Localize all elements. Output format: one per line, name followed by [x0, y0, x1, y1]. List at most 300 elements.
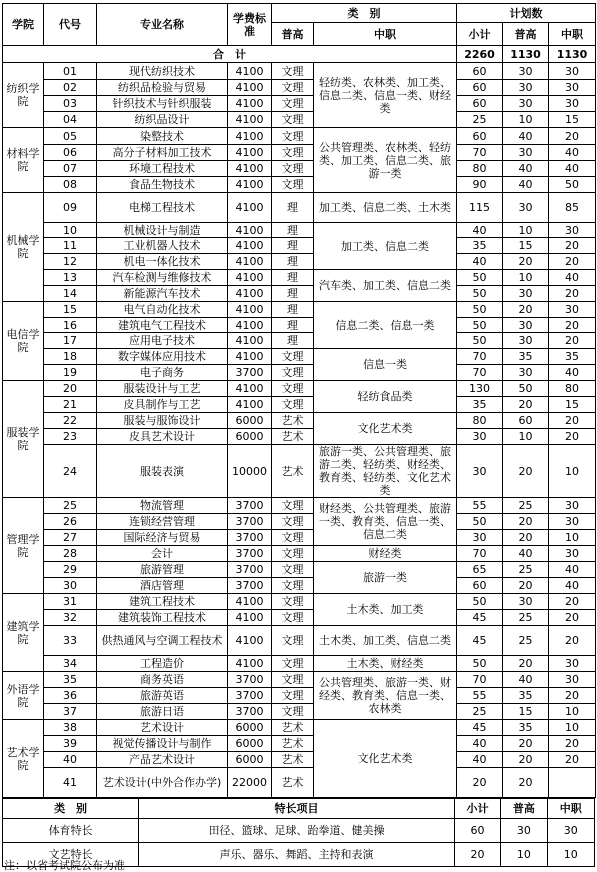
plan-subtotal: 70 — [457, 145, 503, 161]
major-name: 电气自动化技术 — [97, 302, 228, 318]
pugao-type: 文理 — [272, 704, 314, 720]
major-code: 24 — [44, 445, 97, 498]
tuition-fee: 4100 — [228, 177, 272, 193]
plan-subtotal: 70 — [457, 349, 503, 365]
major-code: 36 — [44, 688, 97, 704]
tuition-fee: 3700 — [228, 365, 272, 381]
major-name: 染整技术 — [97, 128, 228, 145]
table-row — [3, 63, 596, 80]
table-row — [3, 626, 596, 656]
pugao-type: 艺术 — [272, 768, 314, 798]
table-row — [3, 128, 596, 145]
major-code: 01 — [44, 63, 97, 80]
zhongzhi-category: 轻纺类、农林类、加工类、信息二类、信息一类、财经类 — [314, 63, 457, 128]
college-name: 艺术学院 — [3, 720, 44, 798]
plan-pugao: 35 — [503, 349, 549, 365]
pugao-type: 理 — [272, 254, 314, 270]
table-row — [3, 80, 596, 96]
pugao-type: 理 — [272, 286, 314, 302]
plan-zhongzhi: 30 — [549, 672, 596, 688]
major-name: 服装设计与工艺 — [97, 381, 228, 397]
plan-zhongzhi: 15 — [549, 397, 596, 413]
plan-pugao: 20 — [503, 445, 549, 498]
tuition-fee: 4100 — [228, 112, 272, 128]
plan-zhongzhi: 20 — [549, 286, 596, 302]
table-row — [3, 193, 596, 223]
table-row — [3, 445, 596, 498]
tuition-fee: 4100 — [228, 318, 272, 333]
plan-pugao: 20 — [503, 302, 549, 318]
major-code: 32 — [44, 610, 97, 626]
tuition-fee: 6000 — [228, 429, 272, 445]
pugao-type: 理 — [272, 333, 314, 349]
major-code: 16 — [44, 318, 97, 333]
major-code: 31 — [44, 594, 97, 610]
major-code: 28 — [44, 546, 97, 562]
major-name: 针织技术与针织服装 — [97, 96, 228, 112]
special-items: 田径、篮球、足球、跆拳道、健美操 — [139, 819, 455, 843]
table-row — [3, 498, 596, 514]
major-code: 02 — [44, 80, 97, 96]
plan-pugao: 30 — [503, 365, 549, 381]
plan-subtotal: 60 — [457, 80, 503, 96]
pugao-type: 理 — [272, 270, 314, 286]
major-name: 供热通风与空调工程技术 — [97, 626, 228, 656]
tuition-fee: 4100 — [228, 610, 272, 626]
major-name: 旅游管理 — [97, 562, 228, 578]
zhongzhi-category: 旅游一类、公共管理类、旅游二类、轻纺类、财经类、教育类、轻纺类、文化艺术类 — [314, 445, 457, 498]
zhongzhi-category: 加工类、信息二类、土木类 — [314, 193, 457, 223]
pugao-type: 艺术 — [272, 752, 314, 768]
plan-subtotal: 45 — [457, 610, 503, 626]
total-zhongzhi: 1130 — [549, 46, 596, 63]
plan-subtotal: 70 — [457, 546, 503, 562]
zhongzhi-category: 土木类、财经类 — [314, 656, 457, 672]
pugao-type: 文理 — [272, 161, 314, 177]
plan-subtotal: 35 — [457, 238, 503, 254]
plan-pugao: 60 — [503, 413, 549, 429]
plan-subtotal: 30 — [457, 530, 503, 546]
plan-subtotal: 130 — [457, 381, 503, 397]
pugao-type: 文理 — [272, 128, 314, 145]
zhongzhi-category: 文化艺术类 — [314, 413, 457, 445]
table-row — [3, 413, 596, 429]
pugao-type: 理 — [272, 193, 314, 223]
pugao-type: 理 — [272, 238, 314, 254]
pugao-type: 理 — [272, 318, 314, 333]
college-name: 管理学院 — [3, 498, 44, 594]
major-name: 艺术设计 — [97, 720, 228, 736]
major-name: 商务英语 — [97, 672, 228, 688]
plan-zhongzhi: 30 — [549, 514, 596, 530]
table-row — [3, 333, 596, 349]
table-row — [3, 429, 596, 445]
plan-zhongzhi: 20 — [549, 594, 596, 610]
table-row — [3, 112, 596, 128]
major-name: 应用电子技术 — [97, 333, 228, 349]
table-row — [3, 768, 596, 798]
plan-zhongzhi: 30 — [549, 302, 596, 318]
pugao-type: 文理 — [272, 145, 314, 161]
plan-zhongzhi: 30 — [549, 498, 596, 514]
major-name: 建筑装饰工程技术 — [97, 610, 228, 626]
plan-pugao: 15 — [503, 238, 549, 254]
plan-zhongzhi: 40 — [549, 365, 596, 381]
tuition-fee: 6000 — [228, 720, 272, 736]
major-name: 新能源汽车技术 — [97, 286, 228, 302]
tuition-fee: 4100 — [228, 145, 272, 161]
college-name: 外语学院 — [3, 672, 44, 720]
table-row — [3, 578, 596, 594]
plan-pugao: 10 — [503, 223, 549, 238]
plan-subtotal: 50 — [457, 656, 503, 672]
major-name: 建筑工程技术 — [97, 594, 228, 610]
plan-pugao: 40 — [503, 177, 549, 193]
tuition-fee: 4100 — [228, 270, 272, 286]
plan-pugao: 30 — [503, 145, 549, 161]
plan-pugao: 25 — [503, 562, 549, 578]
major-code: 39 — [44, 736, 97, 752]
plan-subtotal: 40 — [457, 254, 503, 270]
plan-zhongzhi: 10 — [549, 720, 596, 736]
plan-zhongzhi: 10 — [549, 704, 596, 720]
tuition-fee: 4100 — [228, 161, 272, 177]
pugao-type: 文理 — [272, 578, 314, 594]
pugao-type: 艺术 — [272, 720, 314, 736]
plan-zhongzhi — [549, 768, 596, 798]
tuition-fee: 4100 — [228, 128, 272, 145]
plan-zhongzhi: 35 — [549, 349, 596, 365]
zhongzhi-category: 财经类、公共管理类、旅游一类、教育类、信息一类、信息二类 — [314, 498, 457, 546]
tuition-fee: 6000 — [228, 752, 272, 768]
plan-subtotal: 90 — [457, 177, 503, 193]
plan-zhongzhi: 50 — [549, 177, 596, 193]
plan-subtotal: 40 — [457, 736, 503, 752]
plan-zhongzhi: 10 — [549, 530, 596, 546]
special-items: 声乐、器乐、舞蹈、主持和表演 — [139, 843, 455, 867]
major-name: 服装与服饰设计 — [97, 413, 228, 429]
tuition-fee: 4100 — [228, 80, 272, 96]
special-header-row — [3, 799, 595, 819]
table-row — [3, 270, 596, 286]
pugao-type: 文理 — [272, 498, 314, 514]
pugao-type: 文理 — [272, 530, 314, 546]
footnote: 注：以省考试院公布为准 — [4, 859, 125, 872]
tuition-fee: 4100 — [228, 381, 272, 397]
major-code: 12 — [44, 254, 97, 270]
plan-zhongzhi: 30 — [549, 80, 596, 96]
table-row — [3, 349, 596, 365]
pugao-type: 文理 — [272, 656, 314, 672]
plan-pugao: 20 — [503, 736, 549, 752]
tuition-fee: 4100 — [228, 397, 272, 413]
plan-pugao: 10 — [503, 270, 549, 286]
plan-pugao: 20 — [503, 656, 549, 672]
major-code: 05 — [44, 128, 97, 145]
major-code: 22 — [44, 413, 97, 429]
plan-subtotal: 25 — [457, 704, 503, 720]
major-code: 29 — [44, 562, 97, 578]
enrollment-plan-table — [2, 3, 596, 798]
table-row — [3, 672, 596, 688]
tuition-fee: 4100 — [228, 63, 272, 80]
pugao-type: 文理 — [272, 112, 314, 128]
major-code: 08 — [44, 177, 97, 193]
plan-pugao: 35 — [503, 688, 549, 704]
plan-zhongzhi: 30 — [549, 63, 596, 80]
major-code: 04 — [44, 112, 97, 128]
plan-subtotal: 115 — [457, 193, 503, 223]
special-talent-table — [2, 798, 595, 867]
pugao-type: 文理 — [272, 63, 314, 80]
zhongzhi-category: 旅游一类 — [314, 562, 457, 594]
major-code: 33 — [44, 626, 97, 656]
tuition-fee: 3700 — [228, 546, 272, 562]
pugao-type: 文理 — [272, 80, 314, 96]
special-row — [3, 819, 595, 843]
plan-pugao: 30 — [503, 594, 549, 610]
table-row — [3, 318, 596, 333]
plan-subtotal: 40 — [457, 752, 503, 768]
major-code: 10 — [44, 223, 97, 238]
pugao-type: 艺术 — [272, 429, 314, 445]
major-code: 18 — [44, 349, 97, 365]
major-name: 现代纺织技术 — [97, 63, 228, 80]
major-code: 27 — [44, 530, 97, 546]
plan-zhongzhi: 40 — [549, 578, 596, 594]
tuition-fee: 6000 — [228, 413, 272, 429]
table-row — [3, 530, 596, 546]
tuition-fee: 4100 — [228, 254, 272, 270]
col-header-plan-pugao: 普高 — [503, 23, 549, 46]
plan-subtotal: 50 — [457, 270, 503, 286]
pugao-type: 文理 — [272, 349, 314, 365]
zhongzhi-category: 信息一类 — [314, 349, 457, 381]
major-name: 环境工程技术 — [97, 161, 228, 177]
tuition-fee: 4100 — [228, 594, 272, 610]
major-code: 20 — [44, 381, 97, 397]
table-row — [3, 594, 596, 610]
plan-zhongzhi: 40 — [549, 562, 596, 578]
table-row — [3, 610, 596, 626]
plan-pugao: 30 — [503, 286, 549, 302]
plan-pugao: 20 — [503, 752, 549, 768]
table-row — [3, 720, 596, 736]
major-code: 06 — [44, 145, 97, 161]
plan-zhongzhi: 20 — [549, 318, 596, 333]
major-code: 23 — [44, 429, 97, 445]
table-row — [3, 177, 596, 193]
table-row — [3, 238, 596, 254]
plan-pugao: 20 — [503, 530, 549, 546]
major-code: 19 — [44, 365, 97, 381]
tuition-fee: 4100 — [228, 333, 272, 349]
plan-zhongzhi: 20 — [549, 688, 596, 704]
plan-pugao: 25 — [503, 626, 549, 656]
total-subtotal: 2260 — [457, 46, 503, 63]
major-name: 机电一体化技术 — [97, 254, 228, 270]
table-row — [3, 546, 596, 562]
tuition-fee: 4100 — [228, 349, 272, 365]
plan-subtotal: 50 — [457, 594, 503, 610]
zhongzhi-category: 信息二类、信息一类 — [314, 302, 457, 349]
major-name: 旅游日语 — [97, 704, 228, 720]
tuition-fee: 4100 — [228, 286, 272, 302]
plan-subtotal: 70 — [457, 672, 503, 688]
plan-subtotal: 45 — [457, 720, 503, 736]
special-pugao: 30 — [501, 819, 547, 843]
major-name: 物流管理 — [97, 498, 228, 514]
college-name: 材料学院 — [3, 128, 44, 193]
major-name: 汽车检测与维修技术 — [97, 270, 228, 286]
col-header-zhongzhi: 中职 — [314, 23, 457, 46]
special-header-category: 类 别 — [3, 799, 139, 819]
major-code: 11 — [44, 238, 97, 254]
tuition-fee: 3700 — [228, 704, 272, 720]
major-name: 连锁经营管理 — [97, 514, 228, 530]
plan-subtotal: 55 — [457, 498, 503, 514]
plan-zhongzhi: 80 — [549, 381, 596, 397]
plan-subtotal: 55 — [457, 688, 503, 704]
special-category: 文艺特长 — [3, 843, 139, 867]
tuition-fee: 4100 — [228, 96, 272, 112]
plan-zhongzhi: 30 — [549, 223, 596, 238]
plan-subtotal: 20 — [457, 768, 503, 798]
table-row — [3, 145, 596, 161]
college-name: 电信学院 — [3, 302, 44, 381]
pugao-type: 文理 — [272, 365, 314, 381]
total-row — [3, 46, 596, 63]
plan-pugao: 10 — [503, 429, 549, 445]
plan-pugao: 20 — [503, 514, 549, 530]
plan-pugao: 40 — [503, 672, 549, 688]
pugao-type: 艺术 — [272, 445, 314, 498]
major-code: 30 — [44, 578, 97, 594]
col-header-major: 专业名称 — [97, 4, 228, 46]
plan-pugao: 10 — [503, 112, 549, 128]
plan-zhongzhi: 85 — [549, 193, 596, 223]
special-category: 体育特长 — [3, 819, 139, 843]
major-name: 纺织品检验与贸易 — [97, 80, 228, 96]
tuition-fee: 3700 — [228, 672, 272, 688]
major-code: 17 — [44, 333, 97, 349]
major-name: 建筑电气工程技术 — [97, 318, 228, 333]
pugao-type: 文理 — [272, 672, 314, 688]
major-name: 食品生物技术 — [97, 177, 228, 193]
plan-subtotal: 50 — [457, 302, 503, 318]
tuition-fee: 3700 — [228, 498, 272, 514]
table-row — [3, 365, 596, 381]
major-name: 工业机器人技术 — [97, 238, 228, 254]
major-name: 数字媒体应用技术 — [97, 349, 228, 365]
plan-subtotal: 50 — [457, 286, 503, 302]
table-row — [3, 161, 596, 177]
major-name: 会计 — [97, 546, 228, 562]
plan-zhongzhi: 40 — [549, 270, 596, 286]
col-header-plan-zhongzhi: 中职 — [549, 23, 596, 46]
tuition-fee: 4100 — [228, 626, 272, 656]
major-name: 电子商务 — [97, 365, 228, 381]
tuition-fee: 4100 — [228, 656, 272, 672]
plan-zhongzhi: 20 — [549, 752, 596, 768]
plan-pugao: 40 — [503, 546, 549, 562]
major-code: 26 — [44, 514, 97, 530]
major-code: 07 — [44, 161, 97, 177]
tuition-fee: 3700 — [228, 562, 272, 578]
table-row — [3, 562, 596, 578]
plan-pugao: 30 — [503, 193, 549, 223]
table-row — [3, 381, 596, 397]
special-pugao: 10 — [501, 843, 547, 867]
col-header-code: 代号 — [44, 4, 97, 46]
table-row — [3, 688, 596, 704]
plan-pugao: 20 — [503, 768, 549, 798]
pugao-type: 文理 — [272, 626, 314, 656]
major-code: 40 — [44, 752, 97, 768]
table-row — [3, 302, 596, 318]
zhongzhi-category: 文化艺术类 — [314, 720, 457, 798]
pugao-type: 文理 — [272, 594, 314, 610]
pugao-type: 理 — [272, 302, 314, 318]
table-row — [3, 397, 596, 413]
total-label: 合 计 — [3, 46, 457, 63]
tuition-fee: 3700 — [228, 688, 272, 704]
plan-zhongzhi: 20 — [549, 429, 596, 445]
major-code: 37 — [44, 704, 97, 720]
major-name: 产品艺术设计 — [97, 752, 228, 768]
college-name: 机械学院 — [3, 193, 44, 302]
college-name: 建筑学院 — [3, 594, 44, 672]
special-subtotal: 20 — [454, 843, 500, 867]
major-name: 皮具制作与工艺 — [97, 397, 228, 413]
plan-zhongzhi: 30 — [549, 656, 596, 672]
major-code: 25 — [44, 498, 97, 514]
major-code: 09 — [44, 193, 97, 223]
plan-subtotal: 35 — [457, 397, 503, 413]
special-header-subtotal: 小计 — [454, 799, 500, 819]
plan-pugao: 20 — [503, 397, 549, 413]
plan-pugao: 40 — [503, 128, 549, 145]
pugao-type: 文理 — [272, 96, 314, 112]
pugao-type: 艺术 — [272, 736, 314, 752]
plan-pugao: 30 — [503, 63, 549, 80]
major-name: 高分子材料加工技术 — [97, 145, 228, 161]
tuition-fee: 22000 — [228, 768, 272, 798]
pugao-type: 文理 — [272, 381, 314, 397]
plan-subtotal: 60 — [457, 96, 503, 112]
plan-zhongzhi: 20 — [549, 626, 596, 656]
total-pugao: 1130 — [503, 46, 549, 63]
major-name: 工程造价 — [97, 656, 228, 672]
tuition-fee: 3700 — [228, 514, 272, 530]
plan-zhongzhi: 20 — [549, 413, 596, 429]
plan-pugao: 30 — [503, 333, 549, 349]
table-row — [3, 656, 596, 672]
col-header-category: 类 别 — [272, 4, 457, 23]
plan-zhongzhi: 20 — [549, 610, 596, 626]
zhongzhi-category: 土木类、加工类 — [314, 594, 457, 626]
pugao-type: 理 — [272, 223, 314, 238]
college-name: 服装学院 — [3, 381, 44, 498]
pugao-type: 艺术 — [272, 413, 314, 429]
table-row — [3, 286, 596, 302]
plan-pugao: 50 — [503, 381, 549, 397]
major-name: 服装表演 — [97, 445, 228, 498]
col-header-subtotal: 小计 — [457, 23, 503, 46]
major-code: 34 — [44, 656, 97, 672]
major-name: 旅游英语 — [97, 688, 228, 704]
tuition-fee: 3700 — [228, 530, 272, 546]
